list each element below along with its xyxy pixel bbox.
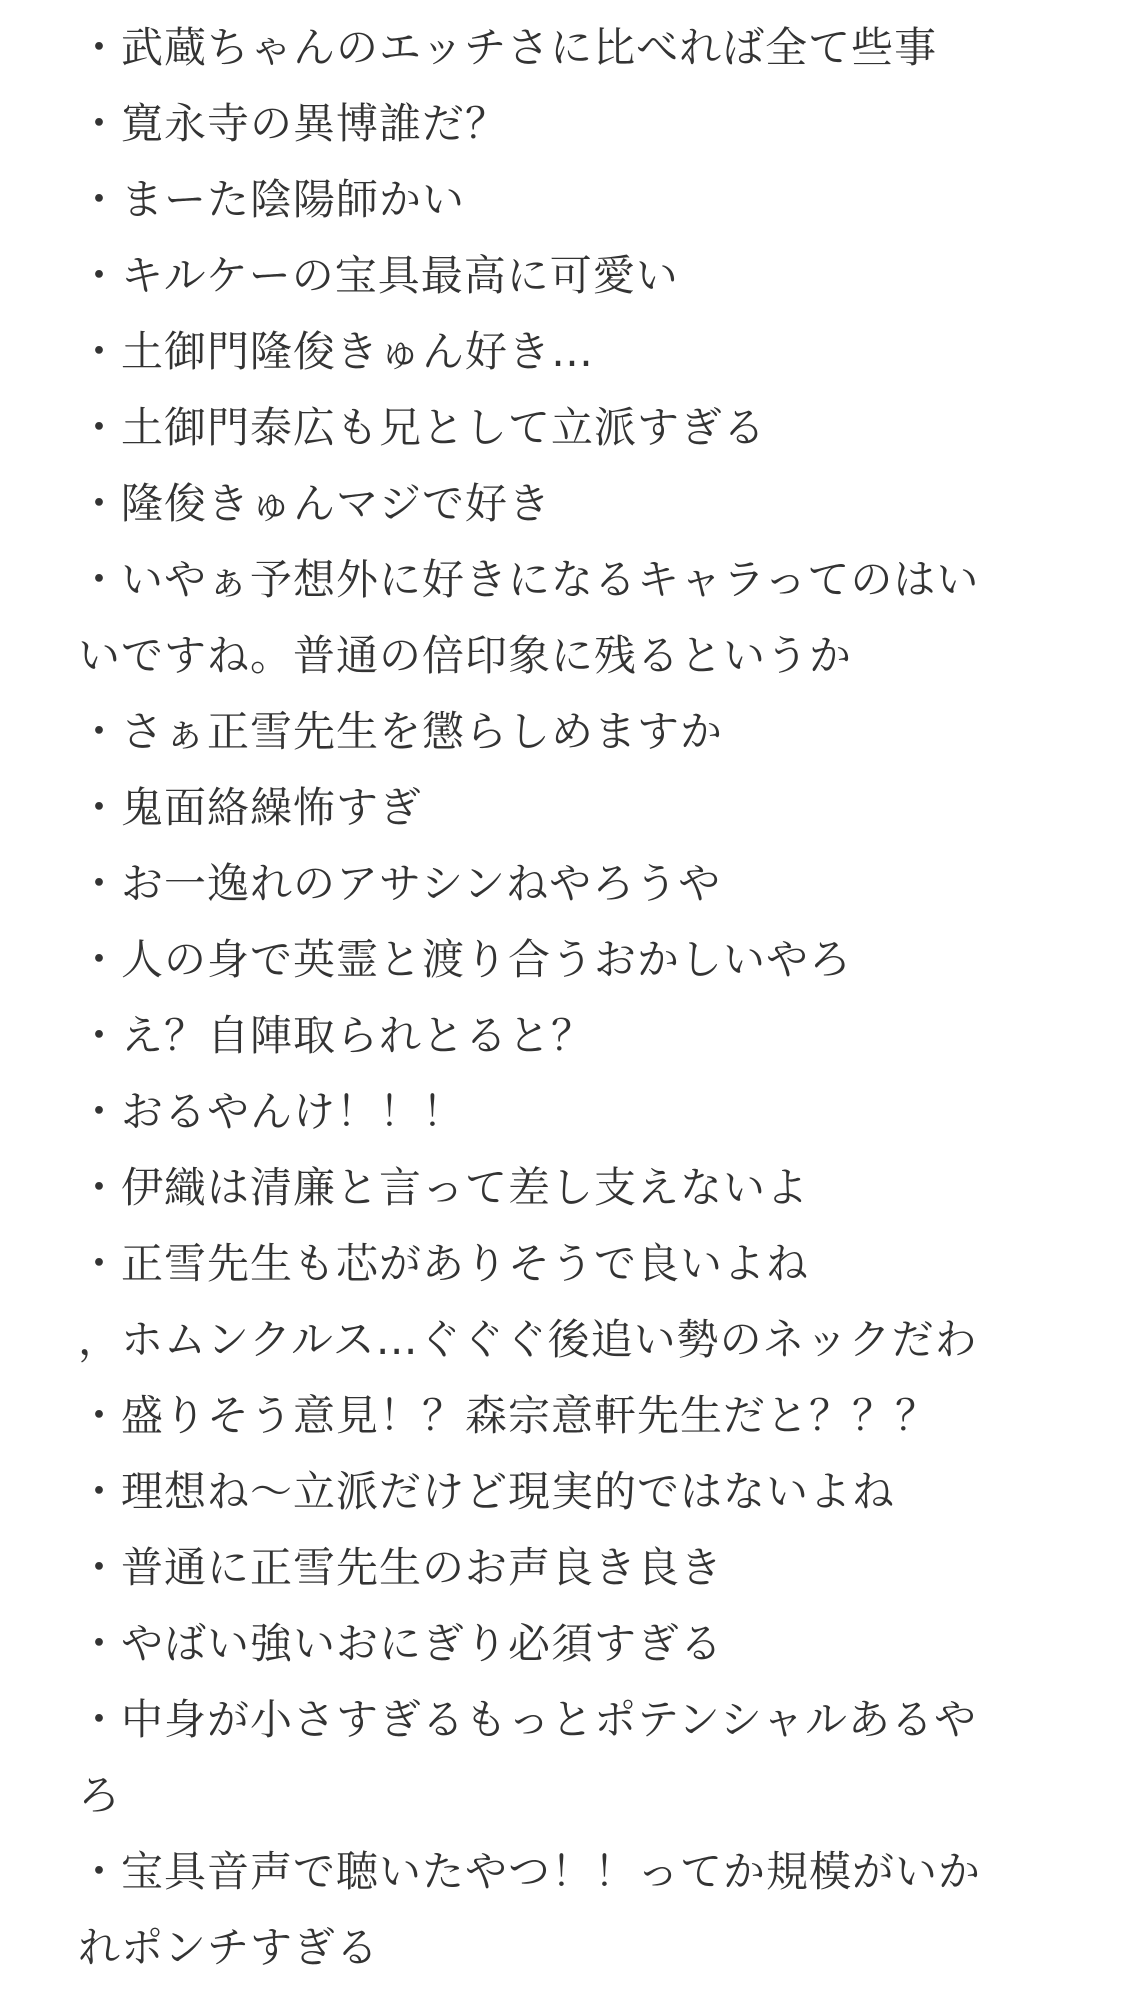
memo-line: ・まーた陰陽師かい — [78, 175, 466, 224]
memo-line: れポンチすぎる — [78, 1923, 380, 1972]
memo-line: ・普通に正雪先生のお声良き良き — [78, 1543, 724, 1592]
memo-line: ・おるやんけ！！！ — [78, 1087, 466, 1136]
memo-line: ・武蔵ちゃんのエッチさに比べれば全て些事 — [78, 23, 938, 72]
memo-line: ・土御門隆俊きゅん好き… — [78, 327, 595, 376]
memo-line: ろ — [78, 1771, 122, 1820]
memo-line: ・鬼面絡繰怖すぎ — [78, 783, 423, 832]
memo-line: ・え？自陣取られとると？ — [78, 1011, 595, 1060]
memo-line: ・土御門泰広も兄として立派すぎる — [78, 403, 767, 452]
memo-line: ，ホムンクルス…ぐぐぐ後追い勢のネックだわ — [78, 1315, 978, 1364]
memo-line: いですね。普通の倍印象に残るというか — [78, 631, 853, 680]
memo-line: ・正雪先生も芯がありそうで良いよね — [78, 1239, 810, 1288]
memo-text-body — [78, 10, 1068, 1986]
memo-line: ・理想ね〜立派だけど現実的ではないよね — [78, 1467, 896, 1516]
memo-line: ・隆俊きゅんマジで好き — [78, 479, 552, 528]
memo-line: ・いやぁ予想外に好きになるキャラってのはい — [78, 555, 980, 604]
memo-line: ・お一逸れのアサシンねやろうや — [78, 859, 722, 908]
memo-line: ・寛永寺の異博誰だ？ — [78, 99, 509, 148]
memo-line: ・キルケーの宝具最高に可愛い — [78, 251, 679, 300]
memo-line: ・さぁ正雪先生を懲らしめますか — [78, 707, 724, 756]
memo-line: ・中身が小さすぎるもっとポテンシャルあるや — [78, 1695, 978, 1744]
memo-line: ・人の身で英霊と渡り合うおかしいやろ — [78, 935, 853, 984]
memo-line: ・宝具音声で聴いたやつ！！ってか規模がいか — [78, 1847, 982, 1896]
memo-line: ・伊織は清廉と言って差し支えないよ — [78, 1163, 810, 1212]
memo-line: ・やばい強いおにぎり必須すぎる — [78, 1619, 724, 1668]
memo-line: ・盛りそう意見！？森宗意軒先生だと？？？ — [78, 1391, 939, 1440]
